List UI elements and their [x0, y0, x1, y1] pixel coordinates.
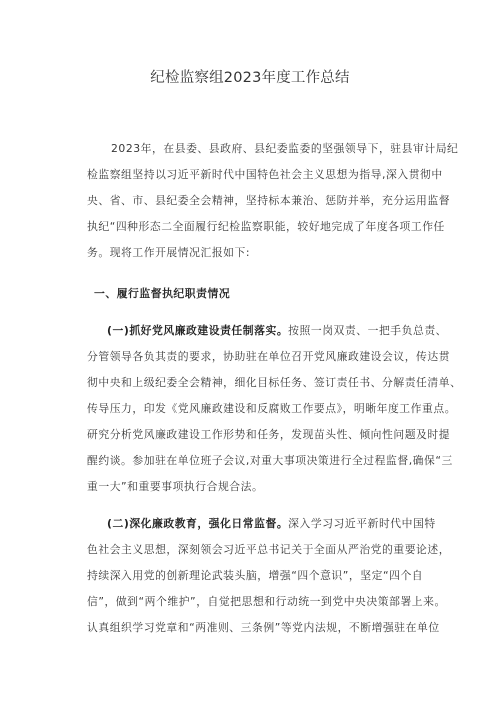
subsection-1-line: 传导压力，印发《党风廉政建设和反腐败工作要点》，明晰年度工作重点。: [87, 402, 457, 415]
intro-line-3: 央、省、市、县纪委全会精神，坚持标本兼治、惩防并举，充分运用监督: [87, 194, 451, 207]
subsection-1-first-line-text: 按照一岗双责、一把手负总责、: [288, 324, 448, 337]
subsection-2-line: 认真组织学习党章和“两准则、三条例”等党内法规，不断增强驻在单位: [87, 621, 440, 634]
subsection-2-first-line-text: 深入学习习近平新时代中国特: [288, 517, 436, 530]
intro-line-1: 2023年，在县委、县政府、县纪委监委的坚强领导下，驻县审计局纪: [111, 142, 459, 155]
subsection-2-line: 色社会主义思想，深刻领会习近平总书记关于全面从严治党的重要论述，: [87, 543, 451, 556]
intro-line-5: 务。现将工作开展情况汇报如下:: [87, 246, 251, 259]
subsection-1-line: 重一大”和重要事项执行合规合法。: [87, 480, 264, 493]
subsection-1-line: 研究分析党风廉政建设工作形势和任务，发现苗头性、倾向性问题及时提: [87, 428, 451, 441]
subsection-1-heading: (一)抓好党风廉政建设责任制落实。: [107, 324, 289, 337]
intro-line-2: 检监察组坚持以习近平新时代中国特色社会主义思想为指导,深入贯彻中: [87, 168, 443, 181]
section-heading-1: 一、履行监督执纪职责情况: [94, 287, 231, 300]
subsection-2-line: 持续深入用党的创新理论武装头脑，增强“四个意识”，坚定“四个自: [87, 569, 424, 582]
subsection-1-first-line: [107, 323, 447, 338]
subsection-1-line: 分管领导各负其责的要求，协助驻在单位召开党风廉政建设会议，传达贯: [87, 350, 451, 363]
subsection-2-heading: (二)深化廉政教育，强化日常监督。: [107, 517, 289, 530]
subsection-1-line: 醒约谈。参加驻在单位班子会议,对重大事项决策进行全过程监督,确保“三: [87, 454, 453, 467]
intro-line-4: 执纪“四种形态二全面履行纪检监察职能，较好地完成了年度各项工作任: [87, 220, 445, 233]
subsection-2-line: 信”，做到“两个维护”，自觉把思想和行动统一到党中央决策部署上来。: [87, 595, 446, 608]
subsection-2-first-line: [107, 516, 436, 531]
document-title: 纪检监察组2023年度工作总结: [150, 70, 350, 86]
subsection-1-line: 彻中央和上级纪委全会精神，细化目标任务、签订责任书、分解责任清单、: [87, 376, 462, 389]
